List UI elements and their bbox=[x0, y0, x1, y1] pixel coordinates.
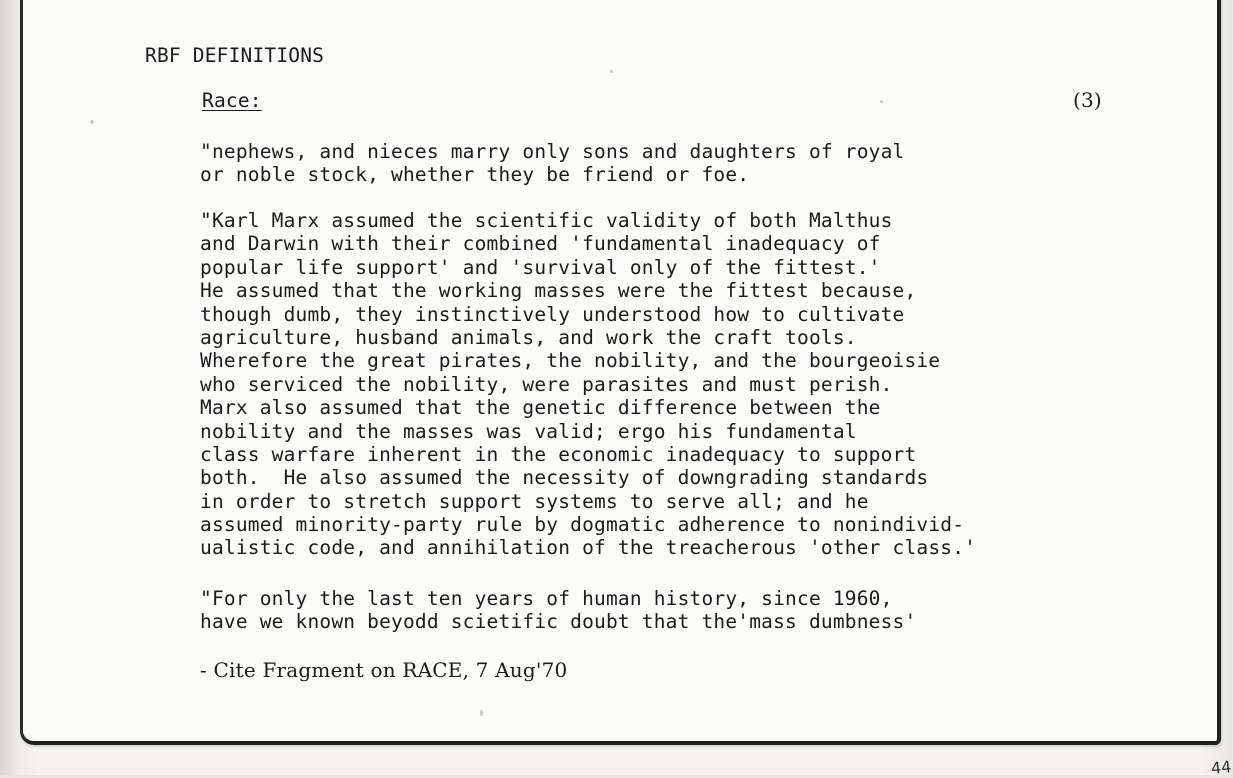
paragraph-3 bbox=[200, 587, 916, 634]
section-title: Race: bbox=[202, 89, 262, 112]
paragraph-line: though dumb, they instinctively understood how to cultivate bbox=[200, 302, 905, 326]
paragraph-line: have we known beyodd scietific doubt that the'mass dumbness' bbox=[200, 610, 917, 634]
paragraph-line: He assumed that the working masses were the fittest because, bbox=[200, 279, 917, 303]
paragraph-line: who serviced the nobility, were parasites and must perish. bbox=[200, 372, 893, 396]
paragraph-line: "Karl Marx assumed the scientific validity of both Malthus bbox=[200, 209, 893, 232]
paragraph-line: popular life support' and 'survival only of the fittest.' bbox=[200, 255, 881, 279]
corner-page-mark: 44 bbox=[1209, 756, 1232, 778]
paragraph-line: "For only the last ten years of human history, since 1960, bbox=[200, 587, 893, 610]
paragraph-line: nobility and the masses was valid; ergo his fundamental bbox=[200, 419, 857, 443]
scan-speck bbox=[880, 100, 883, 103]
paragraph-line: "nephews, and nieces marry only sons and daughters of royal bbox=[200, 140, 905, 163]
paragraph-2 bbox=[200, 209, 976, 560]
paragraph-line: Marx also assumed that the genetic difference between the bbox=[200, 396, 881, 420]
paragraph-line: and Darwin with their combined 'fundamental inadequacy of bbox=[200, 232, 881, 256]
paragraph-1 bbox=[200, 140, 904, 187]
citation: - Cite Fragment on RACE, 7 Aug'70 bbox=[200, 658, 568, 682]
paragraph-line: Wherefore the great pirates, the nobility, and the bourgeoisie bbox=[200, 349, 941, 373]
scan-speck bbox=[480, 710, 483, 716]
scan-speck bbox=[90, 120, 94, 124]
paragraph-line: or noble stock, whether they be friend or foe. bbox=[200, 163, 750, 187]
paragraph-line: class warfare inherent in the economic inadequacy to support bbox=[200, 442, 917, 466]
paragraph-line: agriculture, husband animals, and work the craft tools. bbox=[200, 325, 857, 349]
page-number: (3) bbox=[1073, 88, 1102, 112]
paragraph-line: both. He also assumed the necessity of downgrading standards bbox=[200, 466, 929, 490]
paragraph-line: ualistic code, and annihilation of the treacherous 'other class.' bbox=[200, 536, 977, 560]
paragraph-line: in order to stretch support systems to serve all; and he bbox=[200, 489, 869, 513]
document-header: RBF DEFINITIONS bbox=[145, 44, 325, 67]
scan-speck bbox=[610, 70, 613, 73]
paragraph-line: assumed minority-party rule by dogmatic adherence to nonindivid- bbox=[200, 513, 965, 537]
